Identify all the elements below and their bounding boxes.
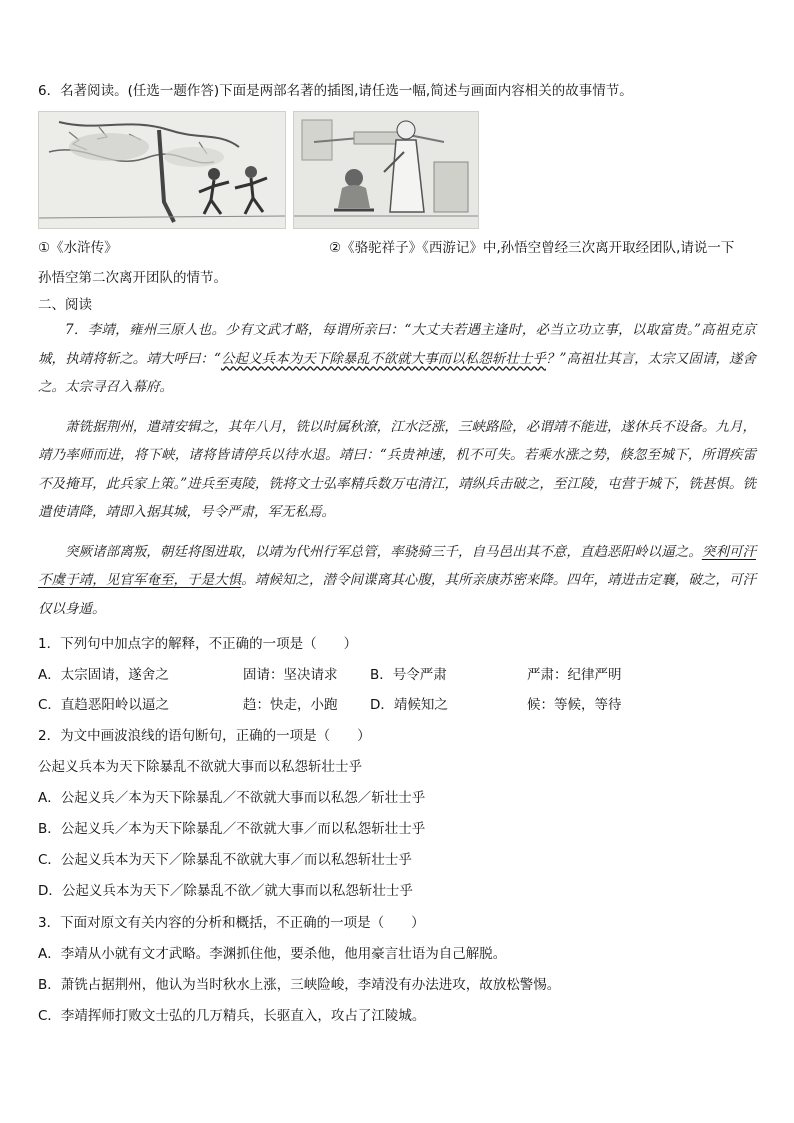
q1-option-d-explanation: 候：等候，等待 [527,697,622,713]
q6-option-1: ①《水浒传》 [38,240,118,256]
q1-option-d[interactable]: D．靖候知之 [370,697,448,713]
q6-option-2: ②《骆驼祥子》《西游记》中,孙悟空曾经三次离开取经团队,请说一下 [329,240,735,256]
q1-stem: 1．下列句中加点字的解释，不正确的一项是（ ） [38,636,358,652]
illustration-rickshaw-boy [293,111,479,229]
q6-title: 6．名著阅读。(任选一题作答)下面是两部名著的插图,请任选一幅,简述与画面内容相关的故事情节。 [38,83,633,99]
passage-paragraph-2: 萧铣据荆州，遣靖安辑之，其年八月，铣以时属秋潦，江水泛涨，三峡路险，必谓靖不能进，遂休兵不设备。九月，靖乃率师而进，将下峡，诸将皆请停兵以待水退。靖曰：“兵贵神速，机不可失。若乘水涨之势，倏忽至城下，所谓疾雷不及掩耳，此兵家上策。”进兵至夷陵，铣将文士弘率精兵数万屯清江，靖纵兵击破之，至江陵，屯营于城下，铣甚惧。铣遣使请降，靖即入据其城，号令严肃，军无私焉。 [38,418,756,520]
q3-option-b[interactable]: B．萧铣占据荆州，他认为当时秋水上涨，三峡险峻，李靖没有办法进攻，故放松警惕。 [38,977,561,993]
q1-option-c[interactable]: C．直趋恶阳岭以逼之 [38,697,169,713]
q3-stem: 3．下面对原文有关内容的分析和概括，不正确的一项是（ ） [38,915,425,931]
q1-option-a[interactable]: A．太宗固请，遂舍之 [38,667,169,683]
q1-option-b-explanation: 严肃：纪律严明 [527,667,622,683]
q2-stem: 2．为文中画波浪线的语句断句，正确的一项是（ ） [38,728,371,744]
illustration-water-margin [38,111,286,229]
section-heading-reading: 二、阅读 [38,297,92,313]
q2-option-b[interactable]: B．公起义兵／本为天下除暴乱／不欲就大事／而以私怨斩壮士乎 [38,821,426,837]
passage-paragraph-1: 7．李靖，雍州三原人也。少有文武才略，每谓所亲曰：“大丈夫若遇主逢时，必当立功立事，以取富贵。”高祖克京城，执靖将斩之。靖大呼曰：“公起义兵本为天下除暴乱不欲就大事而以私怨斩壮士乎？”高祖壮其言，太宗又固请，遂舍之。太宗寻召入幕府。 [38,322,757,395]
wavy-underlined-sentence: 公起义兵本为天下除暴乱不欲就大事而以私怨斩壮士乎 [220,350,546,367]
q2-option-a[interactable]: A．公起义兵／本为天下除暴乱／不欲就大事而以私怨／斩壮士乎 [38,790,426,806]
q2-option-d[interactable]: D．公起义兵本为天下／除暴乱不欲／就大事而以私怨斩壮士乎 [38,883,413,899]
classical-passage [38,316,756,623]
q3-option-c[interactable]: C．李靖挥师打败文士弘的几万精兵，长驱直入，攻占了江陵城。 [38,1008,426,1024]
q1-option-b[interactable]: B．号令严肃 [370,667,447,683]
q1-option-c-explanation: 趋：快走，小跑 [243,697,338,713]
underlined-sentence: 突利可汗不虞于靖，见官军奄至，于是大惧 [38,543,757,588]
q3-option-a[interactable]: A．李靖从小就有文才武略。李渊抓住他，要杀他，他用豪言壮语为自己解脱。 [38,946,507,962]
passage-paragraph-3: 突厥诸部离叛，朝廷将图进取，以靖为代州行军总管，率骁骑三千，自马邑出其不意，直趋恶阳岭以逼之。突利可汗不虞于靖，见官军奄至，于是大惧。靖候知之，潜令间谍离其心腹，其所亲康苏密来降。四年，靖进击定襄，破之，可汗仅以身遁。 [38,543,757,617]
q2-sentence: 公起义兵本为天下除暴乱不欲就大事而以私怨斩壮士乎 [38,759,362,775]
q6-option-2-continued: 孙悟空第二次离开团队的情节。 [38,270,227,286]
q1-option-a-explanation: 固请：坚决请求 [243,667,338,683]
q2-option-c[interactable]: C．公起义兵本为天下／除暴乱不欲就大事／而以私怨斩壮士乎 [38,852,412,868]
